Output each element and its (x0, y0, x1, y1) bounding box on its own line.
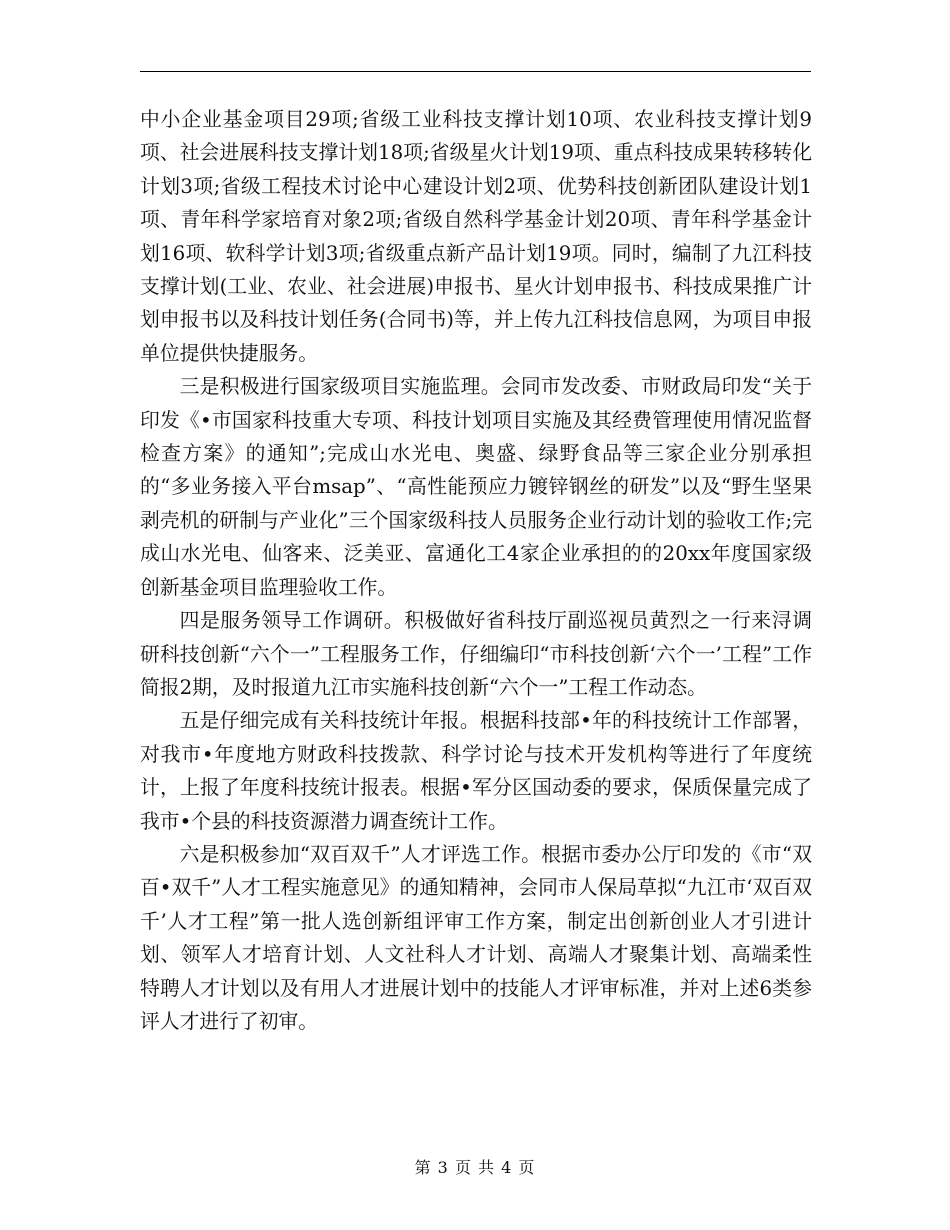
paragraph-1: 中小企业基金项目29项;省级工业科技支撑计划10项、农业科技支撑计划9项、社会进展科技支撑计划18项;省级星火计划19项、重点科技成果转移转化计划3项;省级工程技术讨论中心建设计划2项、优势科技创新团队建设计划1项、青年科学家培育对象2项;省级自然科学基金计划20项、青年科学基金计划16项、软科学计划3项;省级重点新产品计划19项。同时，编制了九江科技支撑计划(工业、农业、社会进展)申报书、星火计划申报书、科技成果推广计划申报书以及科技计划任务(合同书)等，并上传九江科技信息网，为项目申报单位提供快捷服务。 (140, 108, 812, 365)
document-body (140, 103, 812, 1038)
paragraph-5: 六是积极参加“双百双千”人才评选工作。根据市委办公厅印发的《市“双百•双千”人才工程实施意见》的通知精神，会同市人保局草拟“九江市‘双百双千’人才工程”第一批人选创新组评审工作方案，制定出创新创业人才引进计划、领军人才培育计划、人文社科人才计划、高端人才聚集计划、高端柔性特聘人才计划以及有用人才进展计划中的技能人才评审标准，并对上述6类参评人才进行了初审。 (140, 842, 812, 1033)
footer-page-number: 3 (437, 1158, 449, 1177)
footer-page-suffix: 页 (518, 1158, 536, 1177)
footer-page-prefix: 第 (414, 1158, 432, 1177)
paragraph-3: 四是服务领导工作调研。积极做好省科技厅副巡视员黄烈之一行来浔调研科技创新“六个一”工程服务工作，仔细编印“市科技创新‘六个一’工程”工作简报2期，及时报道九江市实施科技创新“六个一”工程工作动态。 (140, 609, 812, 699)
page-footer (0, 1155, 950, 1178)
paragraph-4: 五是仔细完成有关科技统计年报。根据科技部•年的科技统计工作部署，对我市•年度地方财政科技拨款、科学讨论与技术开发机构等进行了年度统计，上报了年度科技统计报表。根据•军分区国动委的要求，保质保量完成了我市•个县的科技资源潜力调查统计工作。 (140, 709, 812, 833)
header-rule (140, 71, 811, 72)
footer-page-mid: 页 共 (454, 1158, 496, 1177)
paragraph-2: 三是积极进行国家级项目实施监理。会同市发改委、市财政局印发“关于印发《•市国家科技重大专项、科技计划项目实施及其经费管理使用情况监督检查方案》的通知”;完成山水光电、奥盛、绿野食品等三家企业分别承担的“多业务接入平台msap”、“高性能预应力镀锌钢丝的研发”以及“野生坚果剥壳机的研制与产业化”三个国家级科技人员服务企业行动计划的验收工作;完成山水光电、仙客来、泛美亚、富通化工4家企业承担的的20xx年度国家级创新基金项目监理验收工作。 (140, 375, 812, 599)
footer-total-pages: 4 (501, 1158, 513, 1177)
